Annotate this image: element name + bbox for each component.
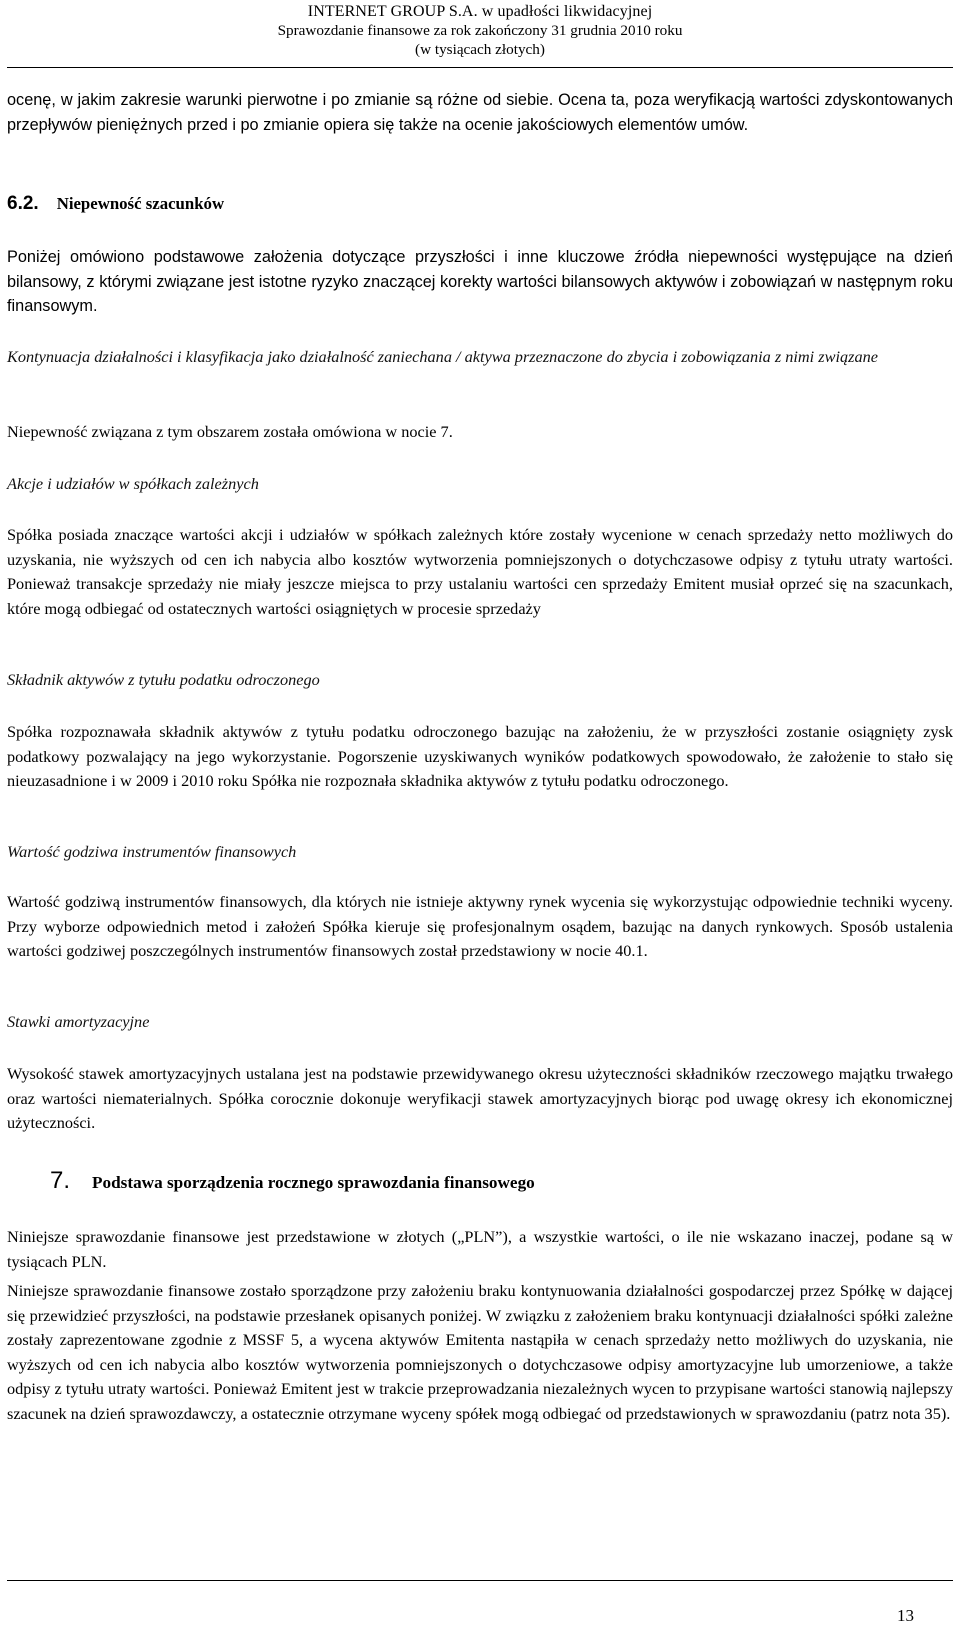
subsection-depreciation-title: Stawki amortyzacyjne [7, 1012, 150, 1031]
footer-divider [7, 1580, 953, 1581]
page-number: 13 [897, 1606, 914, 1625]
section-6-2-intro-block [7, 245, 953, 319]
section-7-para1-block [7, 1225, 953, 1274]
subsection-deferred-tax-text: Spółka rozpoznawała składnik aktywów z tytułu podatku odroczonego bazując na założeniu, że w przyszłości zostanie osiągnięty zysk podatkowy pozwalający na jego wykorzystanie. Pogorszenie uzyskiwanych wyników podatkowych spowodowało, że założenie to stało się nieuzasadnione i w 2009 i 2010 roku Spółka nie rozpoznała składnika aktywów z tytułu podatku odroczonego. [7, 722, 953, 791]
section-7-para2-block [7, 1279, 953, 1427]
section-6-2-number: 6.2. [7, 193, 39, 214]
subsection-shares-text: Spółka posiada znaczące wartości akcji i udziałów w spółkach zależnych które zostały wycenione w cenach sprzedaży netto możliwych do uzyskania, nie wyższych od cen ich nabycia albo kosztów wytworzenia pomniejszonych o dotychczasowe odpisy z tytułu utraty wartości. Ponieważ transakcje sprzedaży nie miały jeszcze miejsca to przy ustalaniu wartości cen sprzedaży Emitent musiał oprzeć się na szacunkach, które mogą odbiegać od ostatecznych wartości osiągniętych w procesie sprzedaży [7, 525, 953, 618]
subsection-shares-title: Akcje i udziałów w spółkach zależnych [7, 474, 259, 493]
subsection-going-concern [7, 345, 953, 370]
subsection-depreciation-body [7, 1062, 953, 1136]
page-header [0, 2, 960, 59]
intro-paragraph: ocenę, w jakim zakresie warunki pierwotne i po zmianie są różne od siebie. Ocena ta, poza weryfikacją wartości zdyskontowanych przepływów pieniężnych przed i po zmianie opiera się także na ocenie jakościowych elementów umów. [7, 91, 953, 134]
subsection-going-concern-title: Kontynuacja działalności i klasyfikacja jako działalność zaniechana / aktywa przeznaczone do zbycia i zobowiązania z nimi związane [7, 347, 878, 366]
subsection-fair-value-title: Wartość godziwa instrumentów finansowych [7, 842, 297, 861]
subsection-deferred-tax-body [7, 720, 953, 794]
subsection-depreciation-text: Wysokość stawek amortyzacyjnych ustalana jest na podstawie przewidywanego okresu użyteczności składników rzeczowego majątku trwałego oraz wartości niematerialnych. Spółka corocznie dokonuje weryfikacji stawek amortyzacyjnych biorąc pod uwagę okresy ich ekonomicznej użyteczności. [7, 1064, 953, 1133]
subsection-shares-body [7, 523, 953, 621]
subsection-deferred-tax-title: Składnik aktywów z tytułu podatku odroczonego [7, 670, 320, 689]
subsection-deferred-tax [7, 668, 953, 693]
section-6-2-title: Niepewność szacunków [56, 194, 225, 213]
section-7-number: 7. [50, 1167, 71, 1194]
header-divider [7, 67, 953, 68]
section-7-para2: Niniejsze sprawozdanie finansowe zostało sporządzone przy założeniu braku kontynuowania działalności gospodarczej przez Spółkę w dającej się przewidzieć przyszłości, na podstawie przesłanek opisanych poniżej. W związku z założeniem braku kontynuacji działalności spółki zależne zostały zaprezentowane zgodnie z MSSF 5, a wycena aktywów Emitenta nastąpiła w cenach sprzedaży netto możliwych do uzyskania, nie wyższych od cen ich nabycia albo kosztów wytworzenia pomniejszonych o dotychczasowe odpisy amortyzacyjne lub umorzeniowe, a także odpisy z tytułu utraty wartości. Ponieważ Emitent jest w trakcie przeprowadzania niezależnych wycen to przypisane wartości stanowią najlepszy szacunek na dzień sprawozdawczy, a ostatecznie otrzymane wyceny spółek mogą odbiegać od przedstawionych w sprawozdaniu (patrz nota 35). [7, 1281, 953, 1423]
subsection-going-concern-text: Niepewność związana z tym obszarem została omówiona w nocie 7. [7, 422, 453, 441]
intro-paragraph-block [7, 88, 953, 137]
subsection-fair-value-text: Wartość godziwą instrumentów finansowych, dla których nie istnieje aktywny rynek wycenia się wykorzystując odpowiednie techniki wyceny. Przy wyborze odpowiednich metod i założeń Spółka kieruje się profesjonalnym osądem, bazując na danych rynkowych. Sposób ustalenia wartości godziwej poszczególnych instrumentów finansowych został przedstawiony w nocie 40.1. [7, 892, 953, 961]
header-company: INTERNET GROUP S.A. w upadłości likwidacyjnej [307, 3, 653, 20]
subsection-fair-value-body [7, 890, 953, 964]
header-units: (w tysiącach złotych) [415, 41, 545, 58]
subsection-shares [7, 472, 953, 497]
section-7-title: Podstawa sporządzenia rocznego sprawozdania finansowego [92, 1173, 535, 1192]
subsection-fair-value [7, 840, 953, 865]
section-6-2-heading [7, 193, 224, 215]
subsection-depreciation [7, 1010, 953, 1035]
section-6-2-intro: Poniżej omówiono podstawowe założenia dotyczące przyszłości i inne kluczowe źródła niepewności występujące na dzień bilansowy, z którymi związane jest istotne ryzyko znaczącej korekty wartości bilansowych aktywów i zobowiązań w następnym roku finansowym. [7, 248, 953, 316]
header-report-title: Sprawozdanie finansowe za rok zakończony 31 grudnia 2010 roku [277, 22, 683, 39]
section-7-para1: Niniejsze sprawozdanie finansowe jest przedstawione w złotych („PLN”), a wszystkie wartości, o ile nie wskazano inaczej, podane są w tysiącach PLN. [7, 1227, 953, 1271]
subsection-going-concern-body [7, 420, 953, 445]
section-7-heading [50, 1167, 535, 1195]
